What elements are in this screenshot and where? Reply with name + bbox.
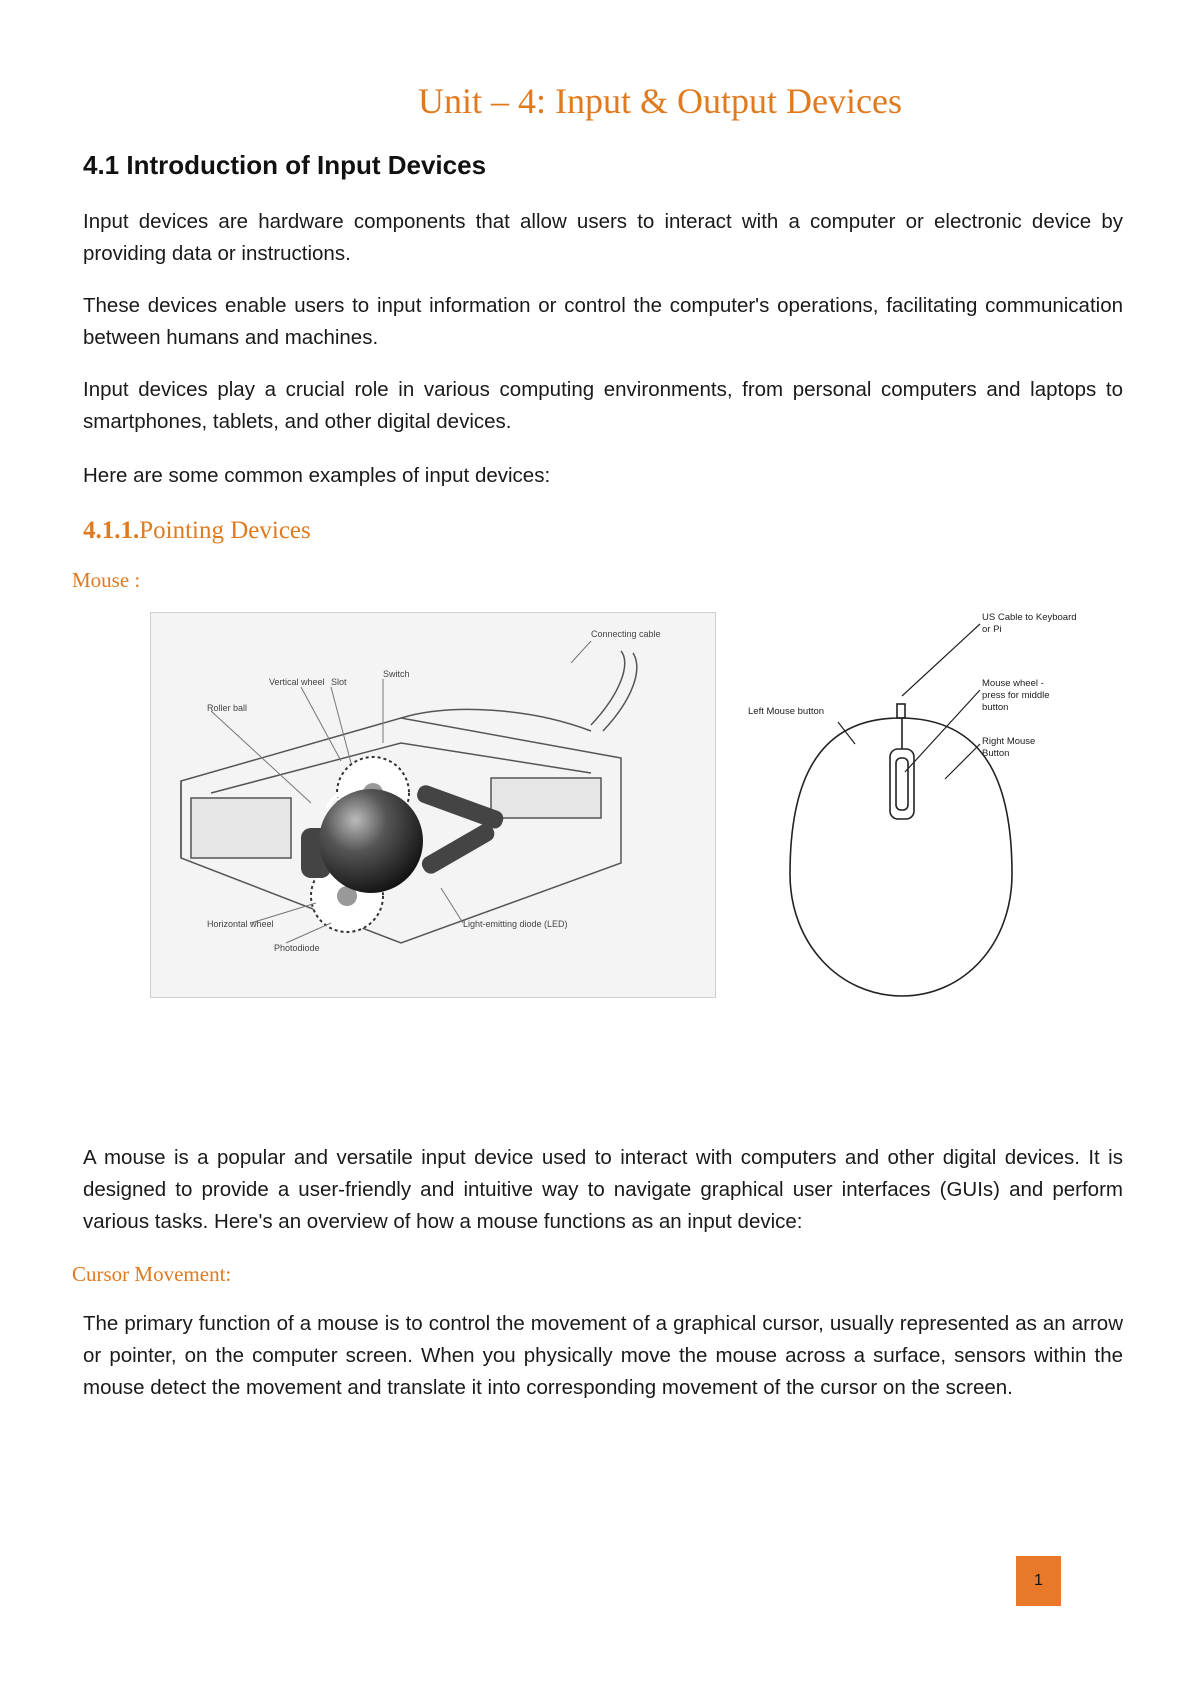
page-title: Unit – 4: Input & Output Devices — [418, 81, 902, 121]
roller-ball-shape — [319, 789, 423, 893]
intro-paragraph-4: Here are some common examples of input devices: — [83, 464, 551, 487]
label-vertical-wheel: Vertical wheel — [269, 677, 325, 687]
ball-mouse-diagram — [150, 612, 716, 998]
label-mouse-wheel: Mouse wheel - press for middle button — [982, 678, 1050, 713]
label-right-button: Right Mouse Button — [982, 736, 1036, 759]
label-switch: Switch — [383, 669, 410, 679]
label-usb-cable: US Cable to Keyboard or Pi — [982, 612, 1077, 635]
label-led: Light-emitting diode (LED) — [463, 919, 568, 929]
mouse-paragraph: A mouse is a popular and versatile input device used to interact with computers and other digital devices. It is designed to provide a user-friendly and intuitive way to navigate graphical user interfaces (GUIs) and perform various tasks. Here's an overview of how a mouse functions as an input device: — [83, 1146, 1123, 1233]
intro-paragraph-2: These devices enable users to input information or control the computer's operations, facilitating communication between humans and machines. — [83, 294, 1123, 349]
mouse-outline-diagram — [730, 604, 1090, 1004]
label-photodiode: Photodiode — [274, 943, 320, 953]
subsection-number: 4.1.1. — [83, 517, 140, 544]
mouse-body-outline — [790, 718, 1012, 996]
subsection-title: Pointing Devices — [139, 517, 311, 544]
label-horizontal-wheel: Horizontal wheel — [207, 919, 274, 929]
cursor-heading: Cursor Movement: — [72, 1262, 232, 1286]
subsection-heading — [83, 517, 311, 545]
intro-paragraph-1: Input devices are hardware components that allow users to interact with a computer or electronic device by providing data or instructions. — [83, 210, 1123, 265]
mouse-outline-drawing — [730, 604, 1090, 1004]
intro-paragraph-3: Input devices play a crucial role in various computing environments, from personal computers and laptops to smartphones, tablets, and other digital devices. — [83, 378, 1123, 433]
mouse-heading: Mouse : — [72, 568, 141, 592]
label-slot: Slot — [331, 677, 347, 687]
label-roller-ball: Roller ball — [207, 703, 248, 713]
section-heading: 4.1 Introduction of Input Devices — [83, 150, 487, 180]
label-connecting-cable: Connecting cable — [591, 629, 661, 639]
page-number-badge: 1 — [1016, 1556, 1061, 1606]
label-left-button: Left Mouse button — [748, 706, 825, 717]
ball-mouse-drawing — [151, 613, 715, 997]
cursor-paragraph: The primary function of a mouse is to control the movement of a graphical cursor, usually represented as an arrow or pointer, on the computer screen. When you physically move the mouse across a surface, sensors within the mouse detect the movement and translate it into corresponding movement of the cursor on the screen. — [83, 1312, 1123, 1399]
mouse-wheel-outline — [890, 749, 914, 819]
